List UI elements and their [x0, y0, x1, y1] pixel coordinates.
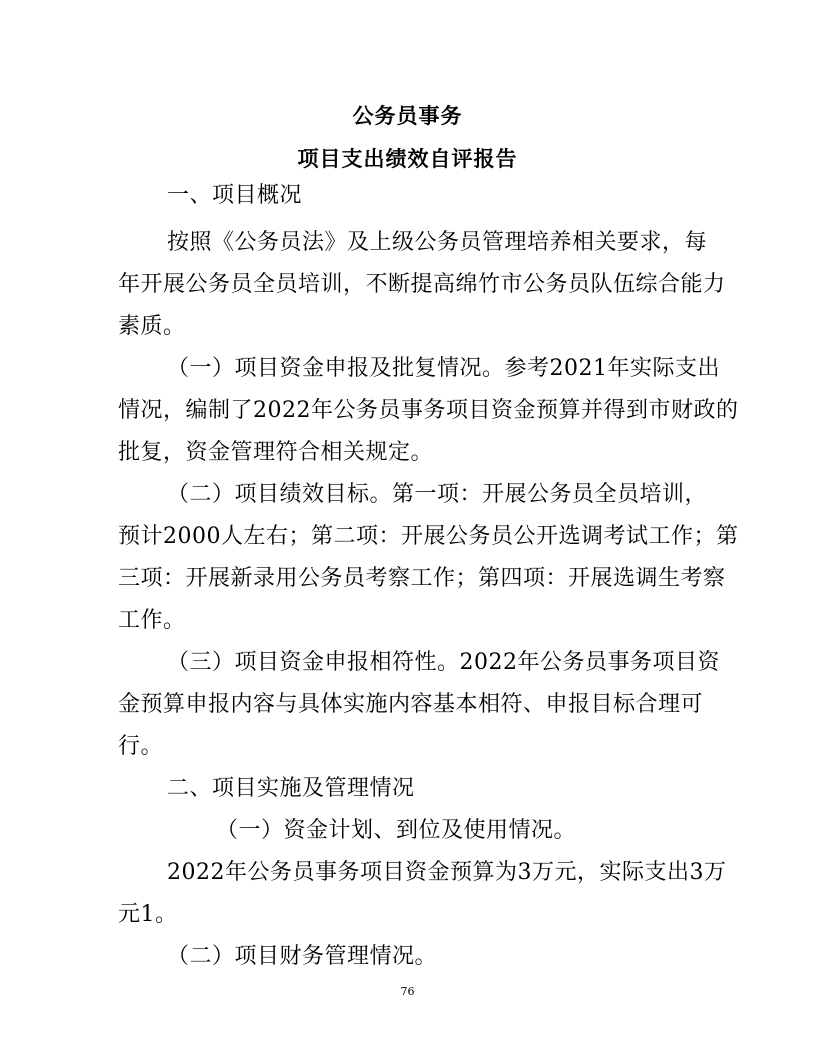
page-number: 76: [400, 985, 415, 998]
paragraph-line: 批复，资金管理符合相关规定。: [118, 440, 434, 465]
paragraph-line: （二）项目绩效目标。第一项：开展公务员全员培训，: [167, 482, 708, 507]
document-title-line-1: 公务员事务: [352, 104, 463, 128]
paragraph-line: 情况，编制了2022年公务员事务项目资金预算并得到市财政的: [118, 398, 739, 423]
paragraph-line: 素质。: [118, 314, 186, 339]
paragraph-line: 年开展公务员全员培训，不断提高绵竹市公务员队伍综合能力: [118, 272, 726, 297]
paragraph-line: （三）项目资金申报相符性。2022年公务员事务项目资: [167, 650, 720, 675]
paragraph-line: 元1。: [118, 902, 178, 927]
paragraph-line: 按照《公务员法》及上级公务员管理培养相关要求，每: [167, 230, 708, 255]
document-title-line-2: 项目支出绩效自评报告: [297, 147, 518, 171]
section-heading-1: 一、项目概况: [167, 183, 303, 208]
subsection-heading: （二）项目财务管理情况。: [167, 944, 438, 969]
paragraph-line: 预计2000人左右；第二项：开展公务员公开选调考试工作；第: [118, 524, 739, 549]
section-heading-2: 二、项目实施及管理情况: [167, 776, 415, 801]
paragraph-line: 行。: [118, 734, 164, 759]
paragraph-line: 金预算申报内容与具体实施内容基本相符、申报目标合理可: [118, 692, 704, 717]
paragraph-line: （一）项目资金申报及批复情况。参考2021年实际支出: [167, 356, 720, 381]
paragraph-line: 工作。: [118, 608, 186, 633]
paragraph-line: 2022年公务员事务项目资金预算为3万元，实际支出3万: [167, 860, 727, 885]
subsection-heading: （一）资金计划、到位及使用情况。: [216, 818, 577, 843]
paragraph-line: 三项：开展新录用公务员考察工作；第四项：开展选调生考察: [118, 566, 726, 591]
